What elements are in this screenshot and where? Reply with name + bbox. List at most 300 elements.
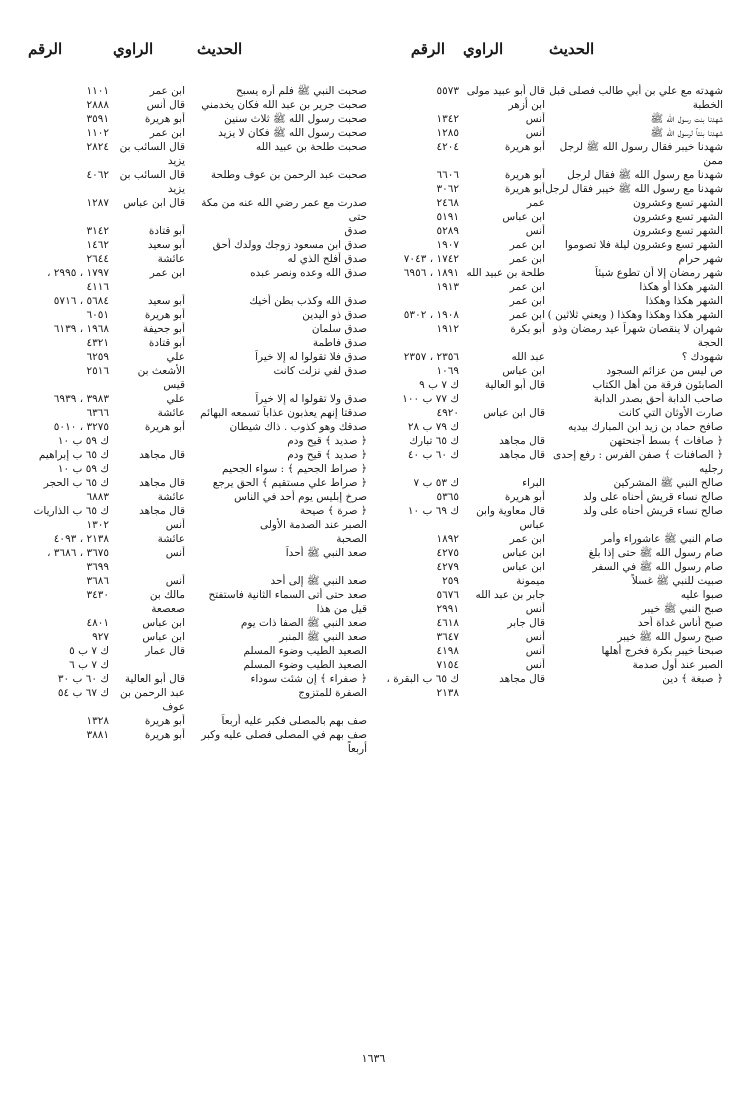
index-row bbox=[385, 140, 723, 168]
hadith-text: صبوا عليه bbox=[680, 589, 723, 601]
header-narrator: الراوي bbox=[463, 40, 504, 58]
narrator-name: أبو هريرة bbox=[144, 113, 185, 125]
index-row bbox=[24, 518, 367, 532]
reference-number: ١١٠١ bbox=[86, 85, 109, 97]
index-row bbox=[385, 406, 723, 420]
page-number: ١٦٣٦ bbox=[361, 1052, 386, 1065]
reference-number: ٥٦٨٤ ، ٥٧١٦ bbox=[53, 295, 109, 307]
narrator-name: قال مجاهد bbox=[499, 449, 545, 461]
index-row bbox=[24, 238, 367, 252]
index-row bbox=[385, 308, 723, 322]
reference-number: ١٩٠٧ bbox=[436, 239, 459, 251]
reference-number: ٣٢٧٥ ، ٥٠١٠ bbox=[53, 421, 109, 433]
hadith-text: شهدنا خيبر فقال رسول الله ﷺ لرجل ممن bbox=[559, 141, 723, 167]
narrator-name: قال مجاهد bbox=[139, 477, 185, 489]
narrator-name: ابن عباس bbox=[502, 211, 545, 223]
reference-number: ١٩١٢ bbox=[436, 323, 459, 335]
hadith-text: صدقتا إنهم يعذبون عذاباً تسمعه البهائم bbox=[200, 407, 367, 419]
reference-number: ١٩٦٨ ، ٦١٣٩ bbox=[53, 323, 109, 335]
hadith-text: ﴿ الصافنات ﴾ صفن الفرس : رفع إحدى رجليه bbox=[553, 449, 723, 475]
hadith-text: شهودك ؟ bbox=[681, 351, 723, 363]
index-row bbox=[385, 350, 723, 364]
hadith-text: صبح رسول الله ﷺ خيبر bbox=[617, 631, 723, 643]
index-row bbox=[385, 112, 723, 126]
hadith-text: صدق ذو اليدين bbox=[302, 309, 367, 321]
reference-number: ك ٥٣ ب ٧ bbox=[413, 477, 459, 489]
narrator-name: قال السائب بن يزيد bbox=[119, 169, 185, 195]
reference-number: ٣٩٨٣ ، ٦٩٣٩ bbox=[53, 393, 109, 405]
hadith-text: صحبت جرير بن عبد الله فكان يخدمني bbox=[201, 99, 367, 111]
index-row bbox=[24, 84, 367, 98]
reference-number: ١٢٨٧ bbox=[86, 197, 109, 209]
index-row bbox=[24, 140, 367, 168]
index-row bbox=[24, 448, 367, 462]
reference-number: ١٠٦٩ bbox=[436, 365, 459, 377]
index-row bbox=[385, 630, 723, 644]
narrator-name: أبو بكرة bbox=[510, 323, 545, 335]
hadith-text: شهر رمضان إلا أن تطوع شيئاً bbox=[595, 267, 723, 279]
reference-number: ك ٦٠ ب ٤٠ bbox=[407, 449, 459, 461]
index-row bbox=[385, 434, 723, 448]
hadith-text: ﴿ صراط علي مستقيم ﴾ الحق يرجع bbox=[212, 477, 367, 489]
narrator-name: قال السائب بن يزيد bbox=[119, 141, 185, 167]
reference-number: ك ٧ ب ٥ bbox=[69, 645, 109, 657]
hadith-text: الشهر تسع وعشرون bbox=[633, 225, 723, 237]
hadith-text: صبحنا خيبر بكرة فخرج أهلها bbox=[601, 645, 723, 657]
reference-number: ٥٣٦٥ bbox=[436, 491, 459, 503]
reference-number: ٤٩٢٠ bbox=[436, 407, 459, 419]
reference-number: ١٣٤٢ bbox=[436, 113, 459, 125]
reference-number: ١١٠٢ bbox=[86, 127, 109, 139]
narrator-name: البراء bbox=[522, 477, 545, 489]
reference-number: ك ٦٩ ب ١٠ bbox=[407, 505, 459, 517]
narrator-name: قال ابن عباس bbox=[123, 197, 185, 209]
narrator-name: ابن عباس bbox=[502, 365, 545, 377]
index-row bbox=[24, 168, 367, 196]
narrator-name: أبو هريرة bbox=[144, 309, 185, 321]
index-row bbox=[24, 280, 367, 294]
narrator-name: أبو هريرة bbox=[144, 421, 185, 433]
narrator-name: أبو هريرة bbox=[504, 169, 545, 181]
hadith-text: صدرت مع عمر رضي الله عنه من مكة حتى bbox=[201, 197, 367, 223]
reference-number: ٣٦٨٦ bbox=[86, 575, 109, 587]
reference-number: ك ٧ ب ٦ bbox=[69, 659, 109, 671]
index-row bbox=[24, 476, 367, 490]
narrator-name: ابن عمر bbox=[149, 85, 185, 97]
hadith-text: الصبر عند أول صدمة bbox=[632, 659, 723, 671]
header-narrator: الراوي bbox=[113, 40, 154, 58]
index-row bbox=[385, 266, 723, 280]
index-row bbox=[24, 112, 367, 126]
narrator-name: أنس bbox=[525, 113, 545, 125]
hadith-text: الشهر هكذا وهكذا وهكذا ( ويعني ثلاثين ) bbox=[547, 309, 723, 321]
index-row bbox=[24, 336, 367, 350]
reference-number: ٢٩٩١ bbox=[436, 603, 459, 615]
hadith-text: صحبت رسول الله ﷺ فكان لا يزيد bbox=[218, 127, 367, 139]
narrator-name: عائشة bbox=[157, 407, 185, 419]
hadith-text: صافح حماد بن زيد ابن المبارك بيديه bbox=[567, 421, 723, 433]
index-row bbox=[385, 476, 723, 490]
index-row bbox=[385, 280, 723, 294]
header-hadith: الحديث bbox=[197, 40, 243, 58]
hadith-text: ﴿ صراط الجحيم ﴾ : سواء الجحيم bbox=[222, 463, 367, 475]
index-row bbox=[385, 616, 723, 630]
reference-number: ٣٨٨١ bbox=[86, 729, 109, 741]
reference-number: ١٧٩٧ ، ٢٩٩٥ ، bbox=[47, 267, 109, 279]
hadith-text: صبح النبي ﷺ خيبر bbox=[641, 603, 723, 615]
reference-number: ٦٨٨٣ bbox=[86, 491, 109, 503]
index-row bbox=[24, 616, 367, 630]
index-row bbox=[385, 490, 723, 504]
hadith-text: صحبت النبي ﷺ فلم أره يسبح bbox=[236, 85, 367, 97]
index-row bbox=[24, 658, 367, 672]
narrator-name: أنس bbox=[525, 645, 545, 657]
reference-number: ١٧٤٢ ، ٧٠٤٣ bbox=[403, 253, 459, 265]
reference-number: ٢٥٩ bbox=[442, 575, 459, 587]
reference-number: ١٤٦٢ bbox=[86, 239, 109, 251]
hadith-text: صدق الله وعده ونصر عبده bbox=[250, 267, 367, 279]
narrator-name: أبو هريرة bbox=[504, 183, 545, 195]
reference-number: ٤٨٠١ bbox=[86, 617, 109, 629]
reference-number: ٢٨٢٤ bbox=[86, 141, 109, 153]
hadith-text: الصابئون فرقة من أهل الكتاب bbox=[592, 379, 723, 391]
index-row bbox=[24, 644, 367, 658]
narrator-name: أنس bbox=[165, 519, 185, 531]
reference-number: ١٩١٣ bbox=[436, 281, 459, 293]
reference-number: ك ٦٥ ب البقرة ، ٢١٣٨ bbox=[386, 673, 459, 699]
hadith-text: الشهر تسع وعشرون bbox=[633, 211, 723, 223]
index-row bbox=[24, 322, 367, 336]
narrator-name: أبو سعيد bbox=[147, 295, 185, 307]
index-row bbox=[385, 532, 723, 546]
hadith-text: صحبت رسول الله ﷺ ثلاث سنين bbox=[224, 113, 367, 125]
narrator-name: جابر بن عبد الله bbox=[475, 589, 545, 601]
hadith-text: صدق سلمان bbox=[311, 323, 367, 335]
reference-number: ٣٥٩١ bbox=[86, 113, 109, 125]
reference-number: ١٨٩١ ، ٦٩٥٦ bbox=[403, 267, 459, 279]
hadith-text: صحبت عبد الرحمن بن عوف وطلحة bbox=[210, 169, 367, 181]
hadith-text: صاحب الدابة أحق بصدر الدابة bbox=[593, 393, 723, 405]
index-row bbox=[24, 560, 367, 574]
hadith-text: شهدنا مع رسول الله ﷺ فقال لرجل bbox=[567, 169, 723, 181]
reference-number: ٣٦٧٥ ، ٣٦٨٦ ، bbox=[47, 547, 109, 559]
reference-number: ٦٦٠٦ bbox=[436, 169, 459, 181]
header-number: الرقم bbox=[28, 40, 63, 58]
reference-number: ك ٧٧ ب ١٠٠ bbox=[402, 393, 459, 405]
narrator-name: أنس bbox=[525, 631, 545, 643]
index-row bbox=[385, 294, 723, 308]
hadith-text: شهدنا بنت رسول الله ﷺ bbox=[650, 113, 723, 125]
narrator-name: عبد الله bbox=[511, 351, 545, 363]
reference-number: ٤١٩٨ bbox=[436, 645, 459, 657]
reference-number: ك ٦٠ ب ٣٠ bbox=[57, 673, 109, 685]
narrator-name: قال أبو العالية bbox=[484, 379, 545, 391]
hadith-text: صبيت للنبي ﷺ غسلاً bbox=[631, 575, 723, 587]
narrator-name: ميمونة bbox=[516, 575, 545, 587]
reference-number: ك ٥٩ ب ١٠ bbox=[57, 435, 109, 447]
reference-number: ٥٦٧٦ bbox=[436, 589, 459, 601]
index-row bbox=[385, 588, 723, 602]
index-row bbox=[385, 574, 723, 588]
reference-number: ك ٧ ب ٩ bbox=[419, 379, 459, 391]
index-row bbox=[24, 406, 367, 420]
narrator-name: أبو هريرة bbox=[504, 491, 545, 503]
index-row bbox=[385, 504, 723, 532]
reference-number: ٢٤٦٨ bbox=[436, 197, 459, 209]
index-row bbox=[385, 210, 723, 224]
reference-number: ٢٨٨٨ bbox=[86, 99, 109, 111]
narrator-name: أبو جحيفة bbox=[143, 323, 185, 335]
index-row bbox=[24, 350, 367, 364]
hadith-text: صعد النبي ﷺ إلى أحد bbox=[270, 575, 367, 587]
narrator-name: قال أبو العالية bbox=[124, 673, 185, 685]
hadith-text: شهران لا ينقصان شهراً عيد رمضان وذو الحجة bbox=[552, 323, 723, 349]
reference-number: ٣٤٣٠ bbox=[86, 589, 109, 601]
index-row bbox=[385, 644, 723, 658]
narrator-name: قال معاوية وابن عباس bbox=[476, 505, 545, 531]
index-row bbox=[24, 504, 367, 518]
narrator-name: أنس bbox=[525, 225, 545, 237]
index-row bbox=[24, 98, 367, 112]
narrator-name: علي bbox=[166, 351, 185, 363]
reference-number: ٥١٩١ bbox=[436, 211, 459, 223]
index-row bbox=[24, 434, 367, 448]
index-row bbox=[385, 672, 723, 700]
hadith-text: الصفرة للمتزوج bbox=[298, 687, 367, 699]
hadith-text: الشهر تسع وعشرون bbox=[633, 197, 723, 209]
reference-number: ك ٦٥ ب إبراهيم bbox=[38, 449, 109, 461]
narrator-name: قال عمار bbox=[145, 645, 185, 657]
hadith-text: شهدنا مع رسول الله ﷺ خيبر فقال لرجل bbox=[545, 183, 723, 195]
hadith-text: صارت الأوثان التي كانت bbox=[618, 407, 723, 419]
narrator-name: قال مجاهد bbox=[499, 435, 545, 447]
narrator-name: أبو هريرة bbox=[144, 715, 185, 727]
hadith-text: صالح النبي ﷺ المشركين bbox=[613, 477, 723, 489]
reference-number: ٢١٣٨ ، ٤٠٩٣ bbox=[53, 533, 109, 545]
index-row bbox=[24, 420, 367, 434]
index-row bbox=[385, 392, 723, 406]
hadith-text: الشهر تسع وعشرون ليلة فلا تصوموا bbox=[564, 239, 723, 251]
reference-number: ك ٧٩ ب ٢٨ bbox=[407, 421, 459, 433]
index-row bbox=[385, 252, 723, 266]
reference-number: ١٣٢٨ bbox=[86, 715, 109, 727]
hadith-text: صف بهم بالمصلى فكبر عليه أربعاً bbox=[221, 715, 367, 727]
index-row bbox=[385, 560, 723, 574]
index-row bbox=[24, 224, 367, 238]
hadith-text: شهدته مع علي بن أبي طالب فصلى قبل الخطبة bbox=[549, 85, 723, 111]
narrator-name: ابن عمر bbox=[509, 309, 545, 321]
index-row bbox=[24, 630, 367, 644]
hadith-text: ﴿ صرة ﴾ صيحة bbox=[299, 505, 367, 517]
narrator-name: ابن عمر bbox=[509, 239, 545, 251]
narrator-name: طلحة بن عبيد الله bbox=[466, 267, 545, 279]
narrator-name: الأشعث بن قيس bbox=[137, 365, 185, 391]
hadith-text: صالح نساء قريش أحناه على ولد bbox=[583, 505, 723, 517]
narrator-name: عمر bbox=[526, 197, 545, 209]
hadith-text: صام رسول الله ﷺ حتى إذا بلغ bbox=[588, 547, 723, 559]
reference-number: ٤٢٠٤ bbox=[436, 141, 459, 153]
reference-number: ٤٢٧٩ bbox=[436, 561, 459, 573]
hadith-text: صدق ابن مسعود زوجك وولدك أحق bbox=[212, 239, 367, 251]
index-row bbox=[24, 574, 367, 588]
header-number: الرقم bbox=[410, 40, 445, 58]
narrator-name: ابن عمر bbox=[509, 253, 545, 265]
reference-number: ٩٢٧ bbox=[92, 631, 109, 643]
index-row bbox=[385, 84, 723, 112]
index-row bbox=[385, 448, 723, 476]
left-column bbox=[24, 32, 371, 756]
narrator-name: عائشة bbox=[157, 533, 185, 545]
hadith-text: صام رسول الله ﷺ في السفر bbox=[592, 561, 723, 573]
index-row bbox=[24, 462, 367, 476]
narrator-name: أنس bbox=[165, 575, 185, 587]
hadith-text: صدق لفي نزلت كانت bbox=[273, 365, 367, 377]
narrator-name: عبد الرحمن بن عوف bbox=[120, 687, 185, 713]
hadith-text: ص ليس من عزائم السجود bbox=[606, 365, 723, 377]
hadith-text: صدقك وهو كذوب . ذاك شيطان bbox=[229, 421, 367, 433]
narrator-name: ابن عمر bbox=[509, 295, 545, 307]
narrator-name: أنس bbox=[165, 547, 185, 559]
hadith-text: صالح نساء قريش أحناه على ولد bbox=[583, 491, 723, 503]
hadith-text: ﴿ صافات ﴾ بسط أجنحتهن bbox=[609, 435, 723, 447]
hadith-text: صعد النبي ﷺ الصفا ذات يوم bbox=[240, 617, 367, 629]
narrator-name: قال أبو عبيد مولى ابن أزهر bbox=[466, 85, 545, 111]
index-row bbox=[385, 420, 723, 434]
narrator-name: قال ابن عباس bbox=[483, 407, 545, 419]
index-row bbox=[24, 686, 367, 714]
reference-number: ٤٢٧٥ bbox=[436, 547, 459, 559]
right-column-rows bbox=[385, 84, 723, 700]
narrator-name: ابن عمر bbox=[509, 281, 545, 293]
narrator-name: عائشة bbox=[157, 253, 185, 265]
hadith-text: الشهر هكذا أو هكذا bbox=[639, 281, 723, 293]
narrator-name: قال مجاهد bbox=[139, 449, 185, 461]
narrator-name: أنس bbox=[525, 127, 545, 139]
reference-number: ٢٥١٦ bbox=[86, 365, 109, 377]
index-row bbox=[385, 126, 723, 140]
narrator-name: ابن عباس bbox=[142, 631, 185, 643]
narrator-name: قال جابر bbox=[507, 617, 545, 629]
reference-number: ٣٠٦٢ bbox=[436, 183, 459, 195]
header-hadith: الحديث bbox=[549, 40, 595, 58]
narrator-name: أنس bbox=[525, 659, 545, 671]
reference-number: ٤٣٢١ bbox=[86, 337, 109, 349]
index-row bbox=[24, 672, 367, 686]
narrator-name: ابن عمر bbox=[509, 533, 545, 545]
hadith-text: صعد النبي ﷺ أحداً bbox=[285, 547, 367, 559]
hadith-text: ﴿ صديد ﴾ قيح ودم bbox=[287, 449, 367, 461]
narrator-name: أبو هريرة bbox=[144, 729, 185, 741]
hadith-text: شهدنا بنتاً لرسول الله ﷺ bbox=[650, 127, 723, 139]
narrator-name: عائشة bbox=[157, 491, 185, 503]
index-row bbox=[385, 182, 723, 196]
narrator-name: قال مجاهد bbox=[139, 505, 185, 517]
hadith-text: صدق فلا تقولوا له إلا خيراً bbox=[255, 351, 367, 363]
narrator-name: ابن عباس bbox=[142, 617, 185, 629]
hadith-text: ﴿ صديد ﴾ قيح ودم bbox=[287, 435, 367, 447]
narrator-name: أنس bbox=[525, 603, 545, 615]
hadith-text: ﴿ صبغة ﴾ دين bbox=[662, 673, 723, 685]
index-row bbox=[24, 728, 367, 756]
hadith-text: صحبت طلحة بن عبيد الله bbox=[255, 141, 367, 153]
index-row bbox=[385, 378, 723, 392]
narrator-name: ابن عباس bbox=[502, 561, 545, 573]
hadith-text: صف بهم في المصلى فصلى عليه وكبر أربعاً bbox=[201, 729, 367, 755]
index-row bbox=[24, 126, 367, 140]
reference-number: ٦٣٦٦ bbox=[86, 407, 109, 419]
reference-number: ١٢٨٥ bbox=[436, 127, 459, 139]
hadith-text: صرخ إبليس يوم أحد في الناس bbox=[234, 491, 367, 503]
index-row bbox=[24, 294, 367, 308]
index-row bbox=[385, 658, 723, 672]
reference-number: ك ٦٧ ب ٥٤ bbox=[57, 687, 109, 699]
narrator-name: ابن عباس bbox=[502, 547, 545, 559]
index-row bbox=[24, 490, 367, 504]
hadith-text: الصبر عند الصدمة الأولى bbox=[259, 519, 367, 531]
hadith-text: الصحبة bbox=[336, 533, 367, 545]
index-row bbox=[24, 308, 367, 322]
index-row bbox=[24, 588, 367, 616]
reference-number: ك ٦٥ ب الحجر bbox=[43, 477, 109, 489]
reference-number: ٦٠٥١ bbox=[86, 309, 109, 321]
index-row bbox=[24, 252, 367, 266]
index-row bbox=[24, 392, 367, 406]
reference-number: ٤٠٦٢ bbox=[86, 169, 109, 181]
hadith-text: صدق الله وكذب بطن أخيك bbox=[249, 295, 367, 307]
hadith-text: صدق فاطمة bbox=[312, 337, 367, 349]
reference-number: ٣١٤٢ bbox=[86, 225, 109, 237]
hadith-text: صدق bbox=[344, 225, 367, 237]
index-row bbox=[24, 196, 367, 224]
reference-number: ك ٥٩ ب ١٠ bbox=[57, 463, 109, 475]
hadith-text: صبح أناس غداة أحد bbox=[637, 617, 723, 629]
reference-number: ٤١١٦ bbox=[86, 281, 109, 293]
narrator-name: أبو هريرة bbox=[504, 141, 545, 153]
reference-number: ٢٣٥٦ ، ٢٣٥٧ bbox=[403, 351, 459, 363]
narrator-name: أبو قتادة bbox=[148, 337, 185, 349]
reference-number: ٣٦٤٧ bbox=[436, 631, 459, 643]
index-row bbox=[24, 546, 367, 560]
reference-number: ١٩٠٨ ، ٥٣٠٢ bbox=[403, 309, 459, 321]
narrator-name: علي bbox=[166, 393, 185, 405]
narrator-name: قال مجاهد bbox=[499, 673, 545, 685]
narrator-name: أبو قتادة bbox=[148, 225, 185, 237]
left-column-rows bbox=[24, 84, 367, 756]
index-row bbox=[385, 322, 723, 350]
hadith-text: صدق أفلح الذي له bbox=[287, 253, 367, 265]
hadith-text: ﴿ صفراء ﴾ إن شئت سوداء bbox=[250, 673, 367, 685]
reference-number: ٤٦١٨ bbox=[436, 617, 459, 629]
right-column bbox=[371, 32, 723, 756]
reference-number: ك ٦٥ تبارك bbox=[409, 435, 459, 447]
index-row bbox=[24, 714, 367, 728]
index-row bbox=[385, 602, 723, 616]
left-column-header bbox=[24, 32, 367, 58]
hadith-text: شهر حرام bbox=[678, 253, 723, 265]
narrator-name: أبو سعيد bbox=[147, 239, 185, 251]
index-row bbox=[385, 196, 723, 210]
reference-number: ٥٥٧٣ bbox=[436, 85, 459, 97]
reference-number: ٣٦٩٩ bbox=[86, 561, 109, 573]
index-row bbox=[385, 224, 723, 238]
hadith-text: الصعيد الطيب وضوء المسلم bbox=[243, 645, 367, 657]
hadith-text: صعد النبي ﷺ المنبر bbox=[279, 631, 367, 643]
reference-number: ك ٦٥ ب الذاريات bbox=[33, 505, 109, 517]
hadith-text: صدق ولا تقولوا له إلا خيراً bbox=[255, 393, 367, 405]
narrator-name: ابن عمر bbox=[149, 127, 185, 139]
reference-number: ١٨٩٢ bbox=[436, 533, 459, 545]
narrator-name: مالك بن صعصعة bbox=[149, 589, 185, 615]
